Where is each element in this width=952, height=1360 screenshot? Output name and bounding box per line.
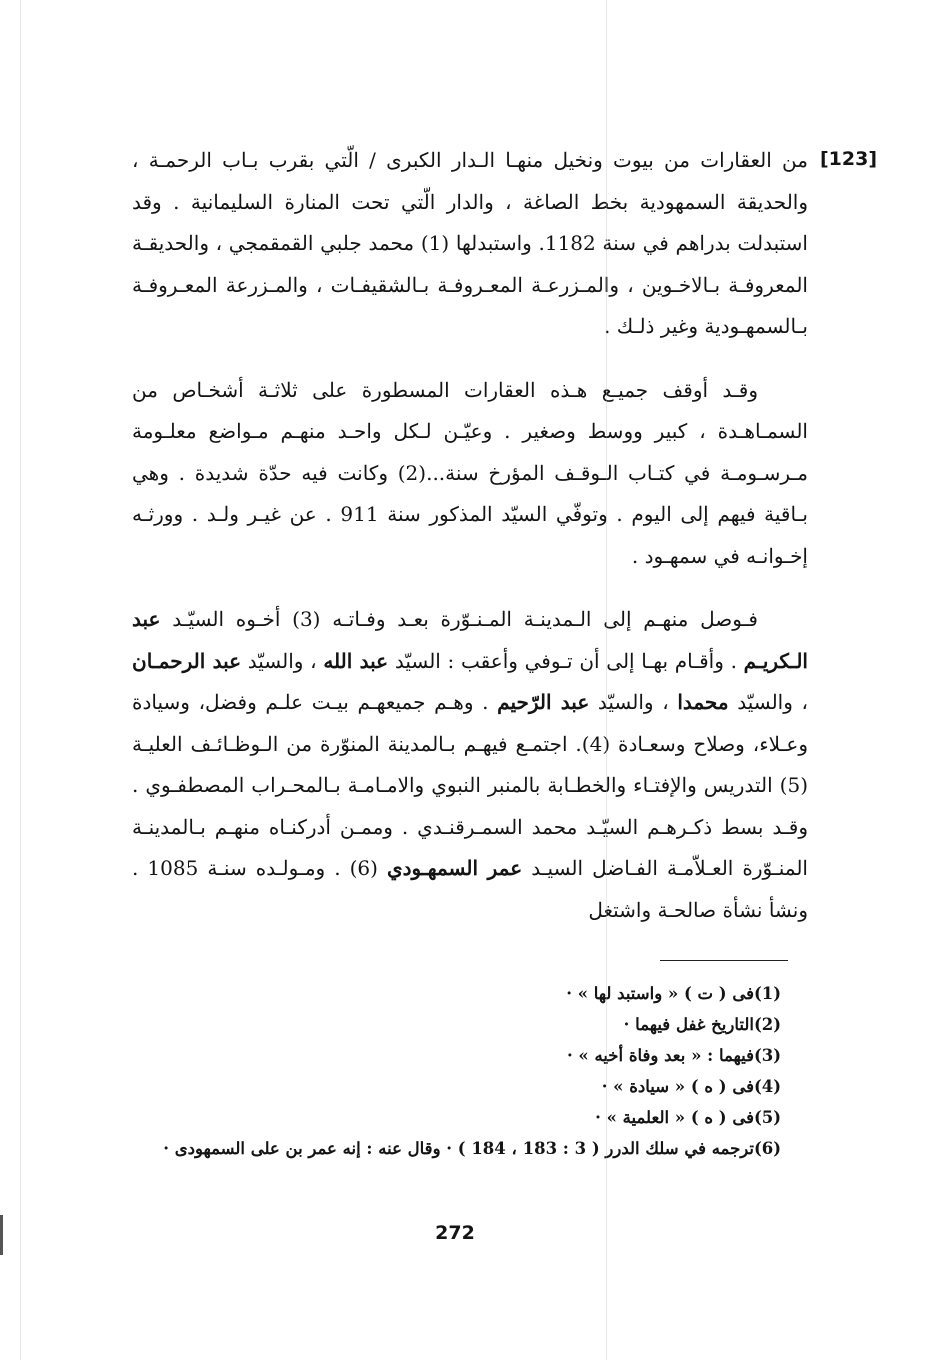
paragraph-1: من العقارات من بيوت ونخيل منهـا الـدار الكبرى / الّتي بقرب بـاب الرحمـة ، والحديقة السمهودية بخط الصاغة ، والدار الّتي تحت المنارة السليمانية . وقد استبدلت بدراهم في سنة 1182. واستبدلها (1) محمد جلبي القمقمجي ، والحديقـة المعروفـة بـالاخـوين ، والمـزرعـة المعـروفـة بـالشقيفـات ، والمـزرعة المعـروفـة بـالسمهـودية وغير ذلـك .: [132, 148, 808, 338]
paragraph-3-text: فـوصل منهـم إلى الـمدينـة المـنـوّرة بعـد وفـاتـه (3) أخـوه السيّـد: [160, 607, 758, 631]
name-muhammad: محمدا: [677, 690, 729, 714]
name-abd-al-karim: عبد الـكريـم: [132, 607, 808, 673]
footnote-number: (6): [754, 1139, 782, 1158]
name-abd-al-rahim: عبد الرّحيم: [497, 690, 590, 714]
footnote-number: (1): [754, 984, 782, 1003]
footnote-3: [150, 1040, 790, 1071]
footnotes: [150, 978, 790, 1164]
name-abd-allah: عبد الله: [323, 648, 389, 673]
paragraph-3-text: ، والسيّد: [241, 648, 324, 673]
footnote-5: [150, 1102, 790, 1133]
paragraph-3: [132, 599, 808, 931]
paragraph-3-text: ، والسيّد: [589, 690, 678, 714]
footnote-text: فى ( ه ) « العلمية » ·: [595, 1108, 754, 1127]
paragraph-marker: [123]: [820, 148, 878, 170]
paragraph-3-text: . وأقـام بهـا إلى أن تـوفي وأعقب : السيّد: [388, 648, 744, 673]
footnote-2: [150, 1009, 790, 1040]
footnote-1: [150, 978, 790, 1009]
footnote-separator: [660, 960, 788, 961]
paragraph-3-text: ، والسيّد: [728, 690, 808, 714]
footnote-text: فى ( ه ) « سيادة » ·: [601, 1077, 754, 1096]
paragraph-3-text: (6) . ومـولـده سنـة 1085 . ونشأ نشأة صالحـة واشتغل: [132, 856, 808, 922]
footnote-number: (2): [754, 1015, 782, 1034]
name-abd-al-rahman: عبد الرحمـان: [132, 648, 242, 673]
paragraph-3-text: . وهـم جميعهـم بيـت علـم وفضل، وسيادة وعـلاء، وصلاح وسعـادة (4). اجتمـع فيهـم بـالمدينة المنوّرة من الـوظـائـف العليـة (5) التدريس والإفتـاء والخطـابة بالمنبر النبوي والامـامـة بـالمحـراب المصطفـوي . وقـد بسط ذكـرهـم السيّـد محمد السمـرقنـدي . وممـن أدركنـاه منهـم بـالمدينـة المنـوّرة العـلاّمـة الفـاضل السيـد: [132, 690, 808, 880]
footnote-number: (5): [754, 1108, 782, 1127]
footnote-text: فى ( ت ) « واستبد لها » ·: [566, 984, 754, 1003]
footnote-4: [150, 1071, 790, 1102]
name-umar-al-samhudi: عمر السمهـودي: [386, 856, 523, 880]
scan-artifact: [606, 0, 607, 1360]
footnote-text: فيهما : « بعد وفاة أخيه » ·: [566, 1046, 754, 1065]
footnote-6: [150, 1133, 790, 1164]
footnote-number: (4): [754, 1077, 782, 1096]
scan-artifact: [0, 1215, 3, 1255]
page-number: 272: [435, 1222, 475, 1244]
main-text: [132, 140, 808, 931]
footnote-number: (3): [754, 1046, 782, 1065]
footnote-text: التاريخ غفل فيهما ·: [623, 1015, 754, 1034]
footnote-text: ترجمه في سلك الدرر ( 3 : 183 ، 184 ) · وقال عنه : إنه عمر بن على السمهودى ·: [163, 1139, 754, 1158]
scan-artifact: [20, 0, 21, 1360]
paragraph-2: وقـد أوقف جميـع هـذه العقارات المسطورة على ثلاثـة أشخـاص من السمـاهـدة ، كبير ووسط وصغير . وعيّـن لـكل واحـد منهـم مـواضع معلـومة مـرسـومـة في كتـاب الـوقـف المؤرخ سنة...(2) وكانت فيه حدّة شديدة . وهي بـاقية فيهم إلى اليوم . وتوفّي السيّد المذكور سنة 911 . عن غيـر ولـد . وورثـه إخـوانـه في سمهـود .: [132, 377, 809, 568]
